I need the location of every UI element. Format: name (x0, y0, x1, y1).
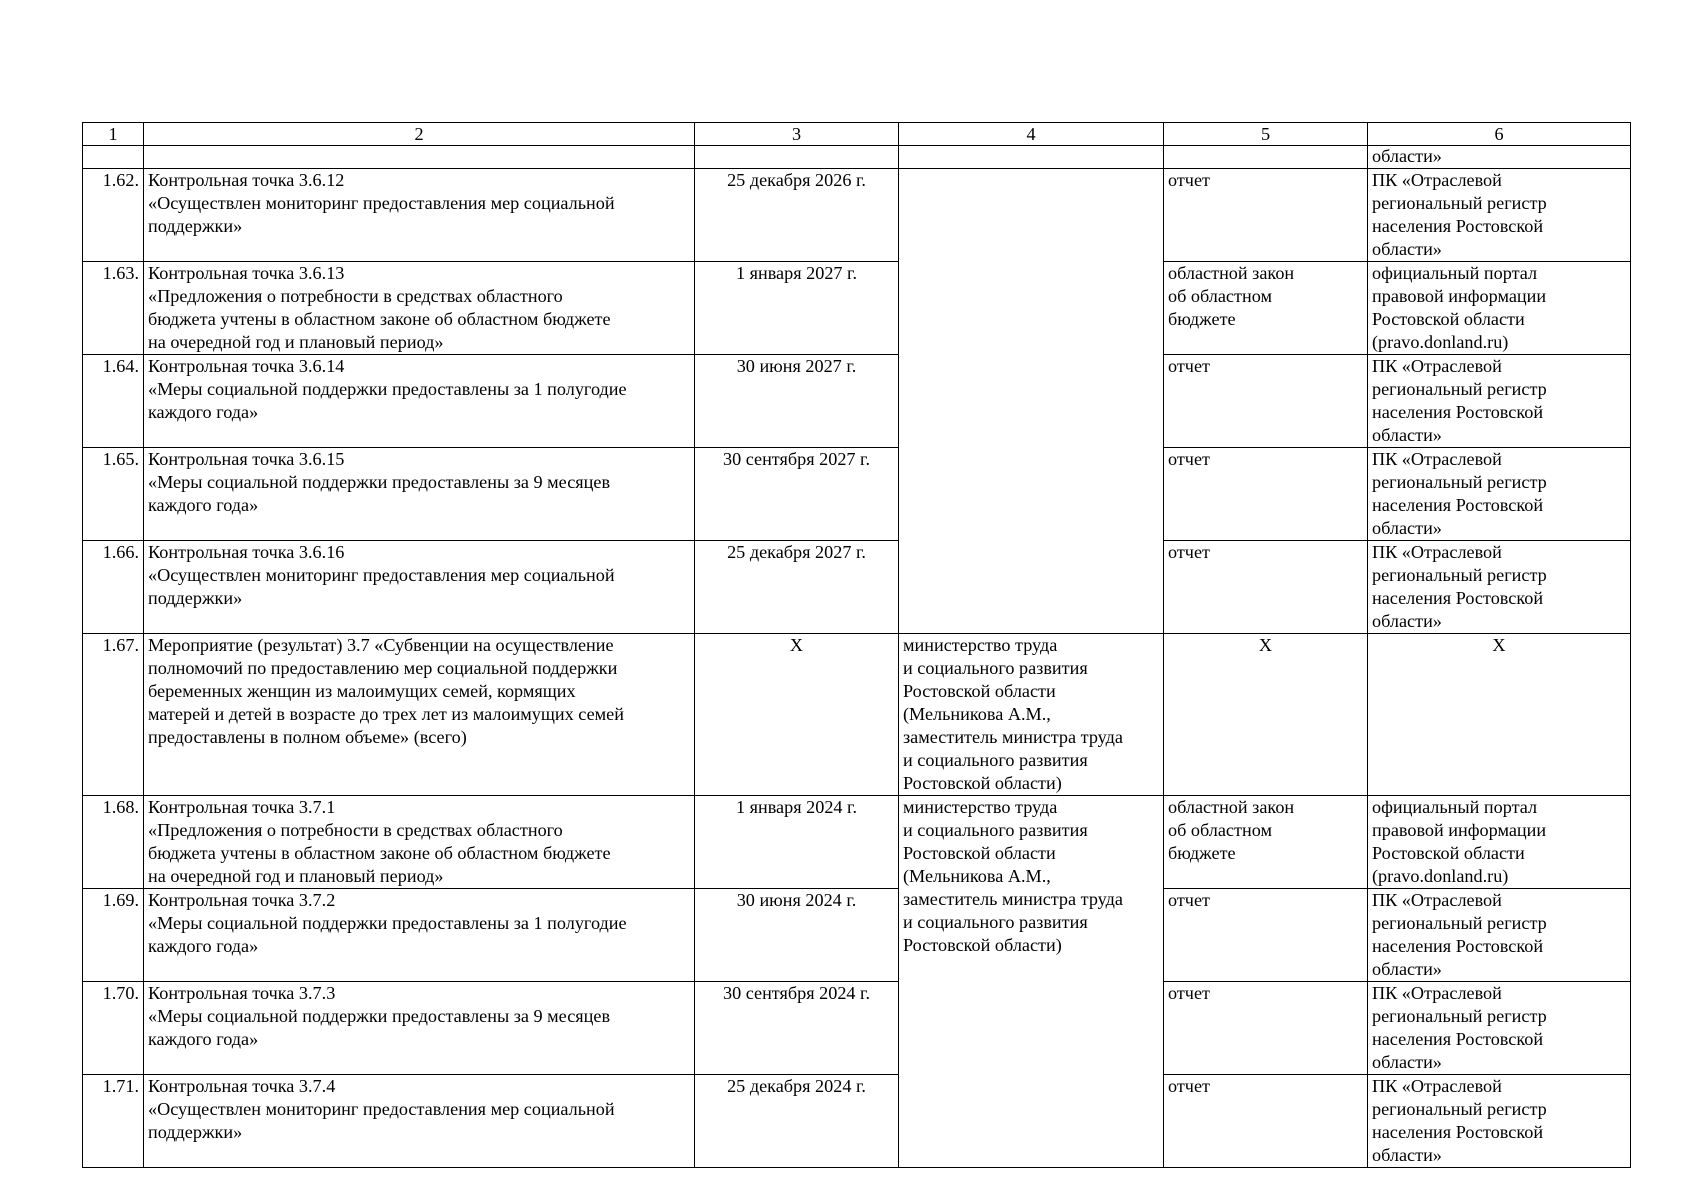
description-line: каждого года» (148, 402, 259, 422)
description-line: бюджета учтены в областном законе об областном бюджете (148, 309, 611, 329)
document-line: отчет (1168, 890, 1210, 910)
source-line: региональный регистр (1372, 379, 1547, 399)
table-row (83, 889, 1631, 982)
document-line: отчет (1168, 1076, 1210, 1096)
source-line: ПК «Отраслевой (1372, 356, 1502, 376)
row-date (695, 796, 899, 889)
document-line: областной закон (1168, 797, 1295, 817)
responsible-line: заместитель министра труда (903, 889, 1123, 909)
document-line: отчет (1168, 542, 1210, 562)
row-date (695, 262, 899, 355)
row-source (1368, 796, 1631, 889)
control-point-title: Контрольная точка 3.6.14 (148, 356, 345, 376)
source-line: официальный портал (1372, 263, 1538, 283)
description-line: «Меры социальной поддержки предоставлены за 9 месяцев (148, 1006, 611, 1026)
source-line: региональный регистр (1372, 472, 1547, 492)
row-number (83, 448, 144, 541)
row-number-text: 1.66. (102, 542, 139, 562)
responsible-line: Ростовской области (903, 843, 1056, 863)
responsible-line: министерство труда (903, 797, 1058, 817)
row-number-text: 1.63. (102, 263, 139, 283)
source-line: ПК «Отраслевой (1372, 1076, 1502, 1096)
responsible-line: (Мельникова А.М., (903, 866, 1051, 886)
table-row (83, 541, 1631, 634)
description-line: матерей и детей в возрасте до трех лет из малоимущих семей (148, 704, 624, 724)
row-document (1164, 169, 1368, 262)
row-date (695, 169, 899, 262)
source-line: ПК «Отраслевой (1372, 983, 1502, 1003)
document-line: X (1258, 635, 1273, 655)
row-number-text: 1.67. (102, 635, 139, 655)
row-number-text: 1.71. (102, 1076, 139, 1096)
row-date (695, 541, 899, 634)
row-source (1368, 1075, 1631, 1168)
row-document (1164, 796, 1368, 889)
row-number (83, 982, 144, 1075)
description-line: «Осуществлен мониторинг предоставления мер социальной (148, 193, 615, 213)
control-point-title: Контрольная точка 3.6.16 (148, 542, 345, 562)
header-row (83, 123, 1631, 146)
row-number (83, 889, 144, 982)
responsible-line: Ростовской области) (903, 935, 1062, 955)
table-row (83, 262, 1631, 355)
source-line: ПК «Отраслевой (1372, 890, 1502, 910)
responsible-line: (Мельникова А.М., (903, 704, 1051, 724)
row-document (1164, 355, 1368, 448)
responsible-line: Ростовской области) (903, 773, 1062, 793)
document-line: областной закон (1168, 263, 1295, 283)
table-row (83, 448, 1631, 541)
row-number (83, 1075, 144, 1168)
row-description (144, 541, 695, 634)
responsible-line: и социального развития (903, 750, 1088, 770)
row-source (1368, 448, 1631, 541)
source-line: населения Ростовской (1372, 495, 1544, 515)
responsible-cell (899, 169, 1164, 634)
document-line: бюджете (1168, 843, 1236, 863)
table-cell (899, 146, 1164, 169)
description-line: «Предложения о потребности в средствах областного (148, 820, 563, 840)
control-point-title: Контрольная точка 3.6.15 (148, 449, 345, 469)
document-table (82, 122, 1631, 1168)
date-text: 30 сентября 2027 г. (722, 449, 871, 469)
row-description (144, 448, 695, 541)
description-line: беременных женщин из малоимущих семей, кормящих (148, 681, 576, 701)
source-line: населения Ростовской (1372, 588, 1544, 608)
row-document (1164, 1075, 1368, 1168)
source-line: региональный регистр (1372, 1099, 1547, 1119)
description-line: на очередной год и плановый период» (148, 332, 444, 352)
source-line: населения Ростовской (1372, 936, 1544, 956)
source-line: области» (1372, 611, 1442, 631)
document-line: отчет (1168, 170, 1210, 190)
responsible-cell-2 (899, 796, 1164, 1168)
description-line: предоставлены в полном объеме» (всего) (148, 727, 467, 747)
date-text: 30 июня 2027 г. (736, 356, 857, 376)
row-date (695, 634, 899, 796)
document-line: бюджете (1168, 309, 1236, 329)
date-text: 25 декабря 2027 г. (727, 542, 866, 562)
description-line: полномочий по предоставлению мер социальной поддержки (148, 658, 618, 678)
header-cell: 4 (899, 123, 1164, 146)
row-number (83, 796, 144, 889)
source-line: населения Ростовской (1372, 216, 1544, 236)
row-source (1368, 541, 1631, 634)
continuation-text: области» (1368, 146, 1631, 169)
row-source (1368, 169, 1631, 262)
source-line: правовой информации (1372, 286, 1547, 306)
document-line: отчет (1168, 449, 1210, 469)
source-line: ПК «Отраслевой (1372, 542, 1502, 562)
description-line: «Предложения о потребности в средствах областного (148, 286, 563, 306)
source-line: Ростовской области (1372, 309, 1525, 329)
document-line: отчет (1168, 983, 1210, 1003)
row-date (695, 982, 899, 1075)
header-cell: 1 (83, 123, 144, 146)
row-source (1368, 982, 1631, 1075)
row-number-text: 1.65. (102, 449, 139, 469)
row-description (144, 262, 695, 355)
row-number (83, 169, 144, 262)
source-line: ПК «Отраслевой (1372, 449, 1502, 469)
responsible-line: и социального развития (903, 912, 1088, 932)
row-number-text: 1.68. (102, 797, 139, 817)
row-source (1368, 889, 1631, 982)
control-point-title: Контрольная точка 3.6.12 (148, 170, 345, 190)
source-line: области» (1372, 425, 1442, 445)
table-cell (83, 146, 144, 169)
row-document (1164, 982, 1368, 1075)
header-cell: 3 (695, 123, 899, 146)
source-line: ПК «Отраслевой (1372, 170, 1502, 190)
row-number-text: 1.64. (102, 356, 139, 376)
date-text: 30 сентября 2024 г. (722, 983, 871, 1003)
table-row (83, 796, 1631, 889)
row-description (144, 889, 695, 982)
date-text: 30 июня 2024 г. (736, 890, 857, 910)
description-line: «Осуществлен мониторинг предоставления мер социальной (148, 1099, 615, 1119)
date-text: X (789, 635, 804, 655)
source-line: области» (1372, 959, 1442, 979)
table-row (83, 1075, 1631, 1168)
source-line: региональный регистр (1372, 1006, 1547, 1026)
table-row (83, 169, 1631, 262)
control-point-title: Контрольная точка 3.7.1 (148, 797, 336, 817)
source-line: региональный регистр (1372, 193, 1547, 213)
date-text: 25 декабря 2026 г. (727, 170, 866, 190)
description-line: «Меры социальной поддержки предоставлены за 9 месяцев (148, 472, 611, 492)
source-line: области» (1372, 1145, 1442, 1165)
description-line: «Меры социальной поддержки предоставлены за 1 полугодие (148, 913, 627, 933)
table-row (83, 355, 1631, 448)
table-cell (1164, 146, 1368, 169)
description-line: на очередной год и плановый период» (148, 866, 444, 886)
continuation-row (83, 146, 1631, 169)
source-line: (pravo.donland.ru) (1372, 866, 1509, 886)
row-description (144, 1075, 695, 1168)
row-description (144, 634, 695, 796)
row-source (1368, 355, 1631, 448)
responsible-line: заместитель министра труда (903, 727, 1123, 747)
source-line: (pravo.donland.ru) (1372, 332, 1509, 352)
source-line: официальный портал (1372, 797, 1538, 817)
source-line: области» (1372, 518, 1442, 538)
control-point-title: Контрольная точка 3.7.4 (148, 1076, 336, 1096)
header-cell: 2 (144, 123, 695, 146)
source-line: правовой информации (1372, 820, 1547, 840)
row-document (1164, 889, 1368, 982)
description-line: каждого года» (148, 495, 259, 515)
responsible-line: и социального развития (903, 658, 1088, 678)
document-line: об областном (1168, 286, 1272, 306)
row-number-text: 1.62. (102, 170, 139, 190)
row-document (1164, 448, 1368, 541)
header-cell: 5 (1164, 123, 1368, 146)
responsible-line: Ростовской области (903, 681, 1056, 701)
row-document (1164, 541, 1368, 634)
source-line: области» (1372, 1052, 1442, 1072)
row-description (144, 355, 695, 448)
source-line: населения Ростовской (1372, 1122, 1544, 1142)
description-line: «Осуществлен мониторинг предоставления мер социальной (148, 565, 615, 585)
row-description (144, 169, 695, 262)
table-row (83, 982, 1631, 1075)
table-cell (695, 146, 899, 169)
table-row (83, 634, 1631, 796)
row-source (1368, 262, 1631, 355)
description-line: Мероприятие (результат) 3.7 «Субвенции на осуществление (148, 635, 614, 655)
source-line: Ростовской области (1372, 843, 1525, 863)
source-line: региональный регистр (1372, 913, 1547, 933)
description-line: бюджета учтены в областном законе об областном бюджете (148, 843, 611, 863)
row-date (695, 448, 899, 541)
table-cell (144, 146, 695, 169)
control-point-title: Контрольная точка 3.7.2 (148, 890, 336, 910)
row-date (695, 889, 899, 982)
control-point-title: Контрольная точка 3.6.13 (148, 263, 345, 283)
row-date (695, 1075, 899, 1168)
date-text: 1 января 2027 г. (735, 263, 858, 283)
source-line: населения Ростовской (1372, 1029, 1544, 1049)
row-description (144, 796, 695, 889)
row-source (1368, 634, 1631, 796)
source-line: области» (1372, 239, 1442, 259)
description-line: каждого года» (148, 1029, 259, 1049)
source-line: населения Ростовской (1372, 402, 1544, 422)
row-number (83, 634, 144, 796)
source-line: региональный регистр (1372, 565, 1547, 585)
source-line: X (1492, 635, 1506, 655)
responsible-line: и социального развития (903, 820, 1088, 840)
row-number (83, 541, 144, 634)
row-number-text: 1.70. (102, 983, 139, 1003)
responsible-line: министерство труда (903, 635, 1058, 655)
row-number (83, 355, 144, 448)
row-document (1164, 262, 1368, 355)
description-line: поддержки» (148, 1122, 243, 1142)
row-responsible (899, 634, 1164, 796)
row-number (83, 262, 144, 355)
date-text: 1 января 2024 г. (735, 797, 858, 817)
document-line: об областном (1168, 820, 1272, 840)
row-document (1164, 634, 1368, 796)
row-date (695, 355, 899, 448)
header-cell: 6 (1368, 123, 1631, 146)
date-text: 25 декабря 2024 г. (727, 1076, 866, 1096)
description-line: поддержки» (148, 588, 243, 608)
control-point-title: Контрольная точка 3.7.3 (148, 983, 336, 1003)
description-line: каждого года» (148, 936, 259, 956)
description-line: поддержки» (148, 216, 243, 236)
description-line: «Меры социальной поддержки предоставлены за 1 полугодие (148, 379, 627, 399)
row-description (144, 982, 695, 1075)
row-number-text: 1.69. (102, 890, 139, 910)
document-line: отчет (1168, 356, 1210, 376)
